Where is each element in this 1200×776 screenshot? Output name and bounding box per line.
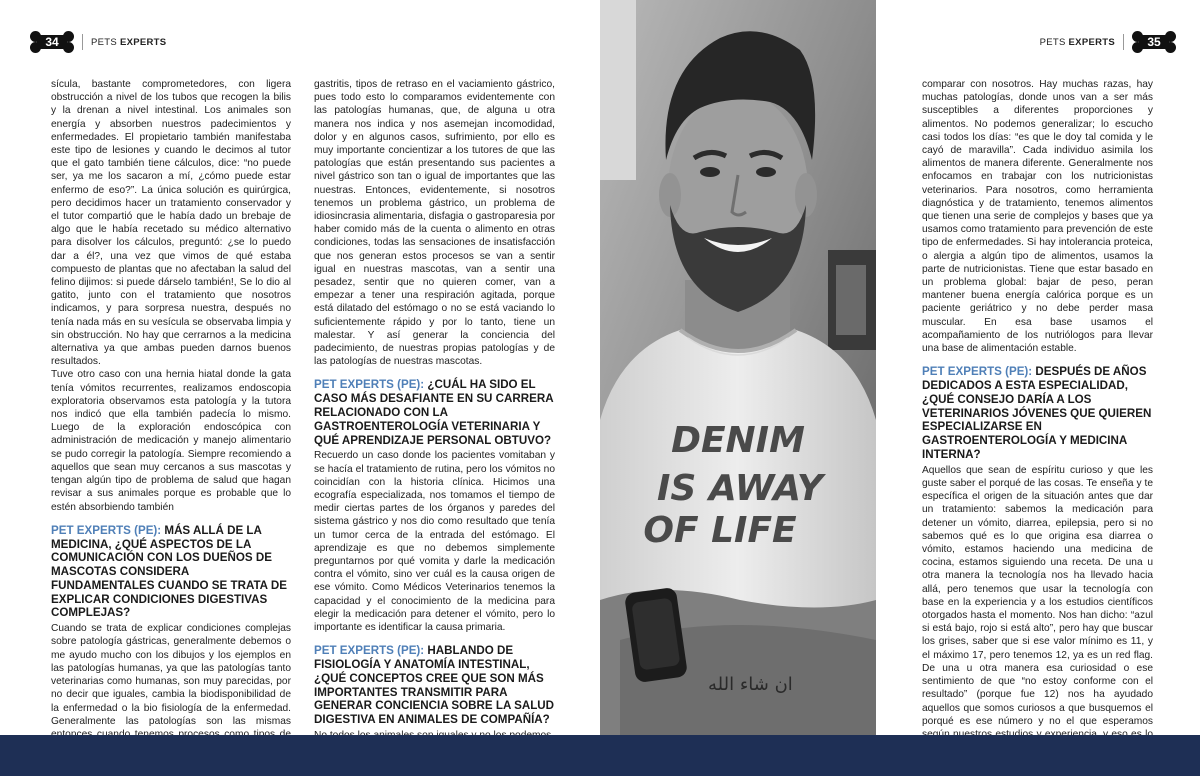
interview-question — [51, 524, 291, 621]
shirt-print-line-2: IS AWAY — [657, 468, 823, 509]
interview-question — [314, 378, 555, 447]
bone-page-number-badge — [30, 31, 74, 53]
header-divider — [1123, 34, 1124, 50]
shirt-print-line-1: DENIM — [671, 420, 805, 461]
article-column-2 — [314, 78, 555, 742]
question-text: HABLANDO DE FISIOLOGÍA Y ANATOMÍA INTESTINAL, ¿QUÉ CONCEPTOS CREE QUE SON MÁS IMPORTANTES TRANSMITIR PARA GENERAR CONCIENCIA SOBRE LA SALUD DIGESTIVA EN ANIMALES DE COMPAÑÍA? — [314, 644, 555, 727]
body-paragraph: sícula, bastante comprometedores, con ligera obstrucción a nivel de los tubos que recogen la bilis y la drenan a nivel intestinal. Los animales son energía y absorben nuestros padecimientos y enfermedades. El propietario también manifestaba este tipo de lesiones y cuando le decimos al tutor que el gato también tiene cálculos, dice: “no puede ser, ya me los sacaron a mí, ¿cómo puede estar enfermo de eso?”. La única solución es quirúrgica, pero decidimos hacer un tratamiento conservador y el tutor compartió que le había dado un brebaje de algo que le había recetado su médico alternativo para disolver los cálculos, preguntó: ¿se lo puedo dar a él?, una vez que vimos de qué estaba compuesto de plantas que no afectaban la salud del felino dijimos: si puede dárselo también!, Se lo dio al gatito, junto con el tratamiento que nosotros indicamos, y para sorpresa nuestra, después no tenía nada más en su vesícula se observaba limpia y sin obstrucción. No hay que cerrarnos a la medicina alternativa ya que ambas pueden darnos buenos resultados. — [51, 79, 291, 368]
body-paragraph: gastritis, tipos de retraso en el vaciamiento gástrico, pues todo esto lo comparamos evidentemente con las patologías humanas, que, de alguna u otra manera nos indica y nos asemejan incomodidad, dolor y en algunos casos, sufrimiento, por ello es muy importante concientizar a los tutores de que las patologías que están presentando sus pacientes a nivel gástrico son tan o igual de importantes que las nuestras. Entonces, evidentemente, si nosotros tenemos un problema gástrico, un problema de idiosincrasia alimentaria, disfagia o gastroparesia por haber comido más de la cuenta o alimento en otras condiciones, todas las sensaciones de insatisfacción que nos generan estos procesos se van a sentir igual en nuestras mascotas, van a sentir una pesadez, sentir que no quieren comer, van a empezar a tener una respiración agitada, porque está dilatado del estómago o no se está vaciando lo suficientemente rápido y por lo tanto, tiene un malestar. Y así generar la conciencia del padecimiento, de nuestras propias patologías y de las patologías de nuestras mascotas. — [314, 79, 555, 368]
page-number-right: 35 — [1147, 35, 1161, 49]
question-text: DESPUÉS DE AÑOS DEDICADOS A ESTA ESPECIALIDAD, ¿QUÉ CONSEJO DARÍA A LOS VETERINARIOS JÓVENES QUE QUIEREN ESPECIALIZARSE EN GASTROENTEROLOGÍA Y MEDICINA INTERNA? — [922, 365, 1152, 462]
question-label: PET EXPERTS (PE): — [51, 523, 162, 537]
page-number-left: 34 — [45, 35, 59, 49]
shirt-print-line-3: OF LIFE — [643, 510, 797, 551]
portrait-illustration — [600, 0, 876, 735]
interview-question — [922, 365, 1153, 462]
question-label: PET EXPERTS (PE): — [314, 644, 425, 658]
footer-band — [0, 735, 1200, 776]
question-label: PET EXPERTS (PE): — [922, 365, 1033, 379]
article-column-1 — [51, 78, 291, 754]
magazine-brand-left: PETS EXPERTS — [91, 36, 167, 48]
body-paragraph: Tuve otro caso con una hernia hiatal donde la gata tenía vómitos recurrentes, realizamos endoscopia exploratoria observamos esta patología y la tutora nos indicó que ella también padecía lo mismo. Luego de la exploración endoscópica con administración de medicación y manejo alimentario se pudo corregir la patología. Siempre recomiendo a aquellos que sean muy cercanos a sus mascotas y tengan algún tipo de problema de salud que hagan revisar a sus animales porque es probable que lo estén absorbiendo también — [51, 369, 291, 513]
page-header-left — [30, 30, 166, 54]
arm-tattoo: ان شاء الله — [708, 674, 793, 695]
answer-paragraph: Cuando se trata de explicar condiciones complejas sobre patología gástricas, generalmente debemos o me ayudo mucho con los dibujos y los ejemplos en las patologías humanas, ya que las patologías tanto veterinarias como humanas, son muy parecidas, por no decir que iguales, cambia la biodisponibilidad de la enfermedad o la bio fisiología de la enfermedad. Generalmente las patologías son las mismas — [51, 623, 291, 727]
question-label: PET EXPERTS (PE): — [314, 378, 425, 392]
interview-question — [314, 644, 555, 727]
magazine-brand-right: PETS EXPERTS — [1039, 36, 1115, 48]
question-text: ¿CUÁL HA SIDO EL CASO MÁS DESAFIANTE EN SU CARRERA RELACIONADO CON LA GASTROENTEROLOGÍA VETERINARIA Y QUÉ APRENDIZAJE PERSONAL OBTUVO? — [314, 378, 554, 447]
question-text: MÁS ALLÁ DE LA MEDICINA, ¿QUÉ ASPECTOS DE LA COMUNICACIÓN CON LOS DUEÑOS DE MASCOTAS CONSIDERA FUNDAMENTALES CUANDO SE TRATA DE EXPLICAR CONDICIONES DIGESTIVAS COMPLEJAS? — [51, 523, 287, 620]
body-paragraph: comparar con nosotros. Hay muchas razas, hay muchas patologías, donde unos van a ser más susceptibles a diferentes proporciones y alimentos. No podemos generalizar; lo escucho casi todos los días: “es que le doy tal comida y le cayó de maravilla”. Cada individuo asimila los alimentos de manera diferente. Generalmente nos enfocamos en trabajar con los nutricionistas veterinarios. Para nosotros, como herramienta diagnóstica y de tratamiento, tenemos alimentos que tienen una serie de complejos y bases que ya usamos como tratamiento para prevención de este tipo de enfermedades. Si hay intolerancia proteica, o alergia a algún tipo de alimentos, usamos la parte de nutricionistas. Tiene que estar basado en un problema global: bajar de peso, peran mantener buena energía calórica porque es un paciente geriátrico y no debe perder masa muscular. En esa base usamos el acompañamiento de los nutriólogos para llevar una base de alimentación estable. — [922, 79, 1153, 355]
answer-paragraph: Aquellos que sean de espíritu curioso y que les guste saber el porqué de las cosas. Te enseña y te específica el origen de la situación antes que dar un tratamiento: sabemos la medicación para detener un vómito, diarrea, epilepsia, pero si no sabemos qué es lo que origina esa diarrea o vómito, estamos haciendo una medicina de cocina, estamos siguiendo una receta. De una u otra manera la tecnología nos ha llevado hacia allá, pero tenemos que usar la tecnología con base en la experiencia y a los estudios científicos otorgados hasta el momento. Nos han dicho: “azul si está bajo, rojo si está alto”, pero hay que buscar los grises, saber que si ese valor mínimo es 11, y el máximo 17, pero tenemos 12, ya es un red flag. De una u otra manera esa curiosidad o ese sentimiento de que “no estoy conforme con el resultado” (porque fue 12) nos ha ayudado aquellos que somos curiosos a que busquemos el porqué es ese número y no el que esperamos — [922, 464, 1153, 727]
header-divider — [82, 34, 83, 50]
article-column-3 — [922, 78, 1153, 768]
bone-page-number-badge — [1132, 31, 1176, 53]
page-header-right — [1040, 30, 1176, 54]
interviewee-portrait-photo — [600, 0, 876, 735]
answer-paragraph: Recuerdo un caso donde los pacientes vomitaban y se hacía el tratamiento de rutina, pero los vómitos no coincidían con la historia clínica. Hicimos una ecografía especializada, nos tomamos el tiempo de medir ciertas partes de los órganos y paredes del sistema gástrico y nos dio como resultado que tenía un tumor cerca de la entrada del estómago. El aprendizaje es que no debemos simplemente preguntarnos por qué vomita y darle la medicación contra el vómito, sino ver cuál es la causa origen de ese vómito. Como Médicos Veterinarios tenemos la capacidad y el conocimiento de la medicina para elegir la medicación para detener el vómito, pero lo importante es identificar la causa primaria. — [314, 450, 555, 634]
